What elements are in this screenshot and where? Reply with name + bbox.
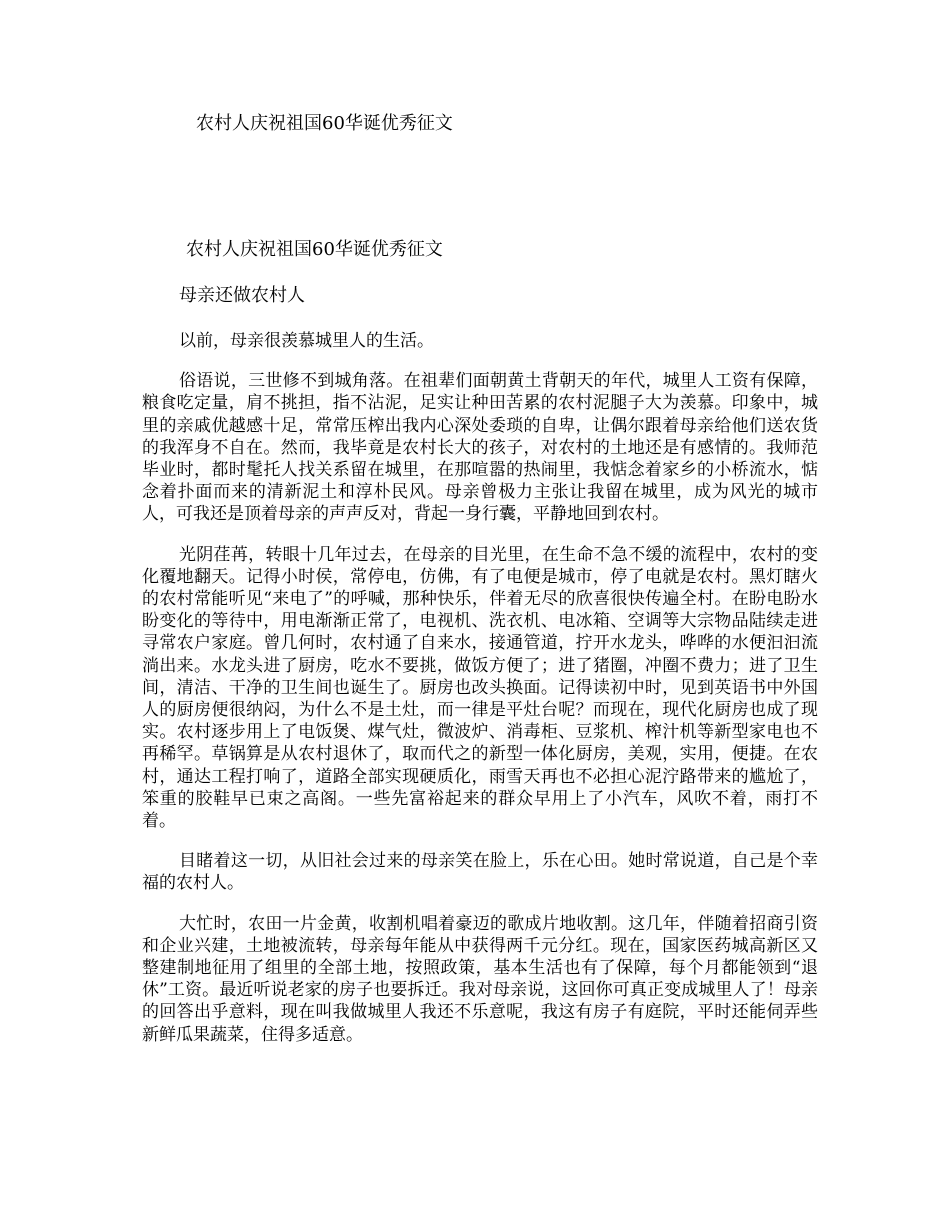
document-body — [142, 238, 818, 1046]
article-heading: 农村人庆祝祖国60华诞优秀征文 — [186, 239, 443, 260]
paragraph-3: 光阴荏苒，转眼十几年过去，在母亲的目光里，在生命不急不缓的流程中，农村的变化覆地翻天。记得小时侯，常停电，仿佛，有了电便是城市，停了电就是农村。黑灯瞎火的农村常能听见“来电了”的呼喊，那种快乐，伴着无尽的欣喜很快传遍全村。在盼电盼水盼变化的等待中，用电渐渐正常了，电视机、洗衣机、电冰箱、空调等大宗物品陆续走进寻常农户家庭。曾几何时，农村通了自来水，接通管道，拧开水龙头，哗哗的水便汩汩流淌出来。水龙头进了厨房，吃水不要挑，做饭方便了；进了猪圈，冲圈不费力；进了卫生间，清洁、干净的卫生间也诞生了。厨房也改头换面。记得读初中时，见到英语书中外国人的厨房便很纳闷，为什么不是土灶，而一律是平灶台呢？而现在，现代化厨房也成了现实。农村逐步用上了电饭煲、煤气灶，微波炉、消毒柜、豆浆机、榨汁机等新型家电也不再稀罕。草锅算是从农村退休了，取而代之的新型一体化厨房，美观，实用，便捷。在农村，通达工程打响了，道路全部实现硬质化，雨雪天再也不必担心泥泞路带来的尴尬了，笨重的胶鞋早已束之高阁。一些先富裕起来的群众早用上了小汽车，风吹不着，雨打不着。 — [142, 544, 818, 832]
paragraph-5: 大忙时，农田一片金黄，收割机唱着豪迈的歌成片地收割。这几年，伴随着招商引资和企业兴建，土地被流转，母亲每年能从中获得两千元分红。现在，国家医药城高新区又整建制地征用了组里的全部土地，按照政策，基本生活也有了保障，每个月都能领到“退休”工资。最近听说老家的房子也要拆迁。我对母亲说，这回你可真正变成城里人了！母亲的回答出乎意料，现在叫我做城里人我还不乐意呢，我这有房子有庭院，平时还能伺弄些新鲜瓜果蔬菜，住得多适意。 — [142, 913, 818, 1045]
paragraph-2: 俗语说，三世修不到城角落。在祖辈们面朝黄土背朝天的年代，城里人工资有保障，粮食吃定量，肩不挑担，指不沾泥，足实让种田苦累的农村泥腿子大为羡慕。印象中，城里的亲戚优越感十足，常常压榨出我内心深处委琐的自卑，让偶尔跟着母亲给他们送农货的我浑身不自在。然而，我毕竟是农村长大的孩子，对农村的土地还是有感情的。我师范毕业时，都时髦托人找关系留在城里，在那喧嚣的热闹里，我惦念着家乡的小桥流水，惦念着扑面而来的清新泥土和淳朴民风。母亲曾极力主张让我留在城里，成为风光的城市人，可我还是顶着母亲的声声反对，背起一身行囊，平静地回到农村。 — [142, 371, 818, 525]
paragraph-4: 目睹着这一切，从旧社会过来的母亲笑在脸上，乐在心田。她时常说道，自己是个幸福的农村人。 — [142, 851, 818, 894]
paragraph-1: 以前，母亲很羡慕城里人的生活。 — [179, 331, 434, 351]
document-title: 农村人庆祝祖国60华诞优秀征文 — [196, 113, 453, 134]
article-subtitle: 母亲还做农村人 — [179, 285, 305, 306]
